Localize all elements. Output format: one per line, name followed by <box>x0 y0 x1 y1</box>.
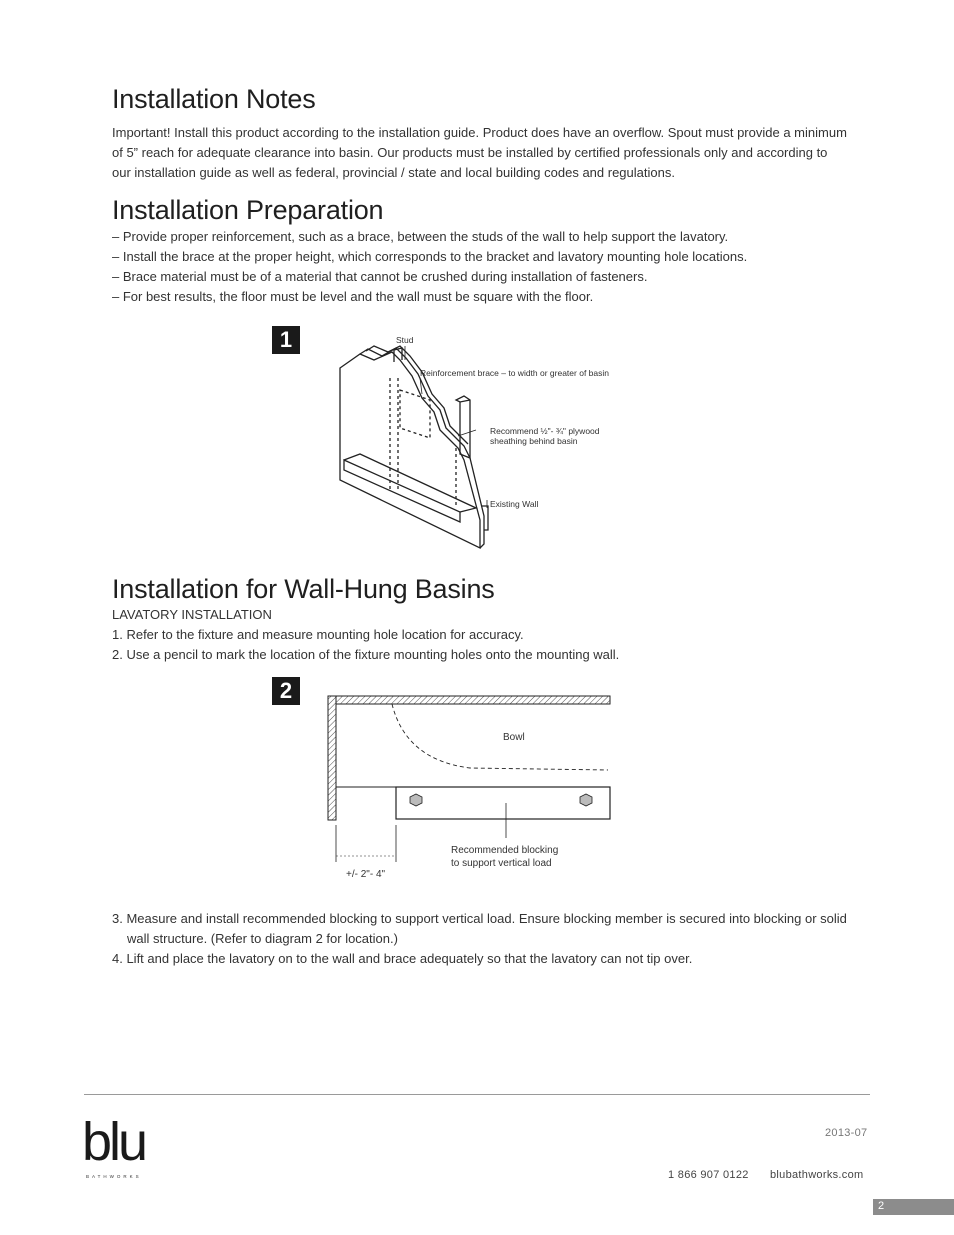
footer-divider <box>84 1094 870 1095</box>
blocking-diagram <box>320 690 620 885</box>
wallhung-step: 1. Refer to the fixture and measure mounting hole location for accuracy. <box>112 627 524 642</box>
notes-title: Installation Notes <box>112 84 316 114</box>
label-plywood-2: sheathing behind basin <box>490 436 578 446</box>
figure-2-badge: 2 <box>272 677 300 705</box>
label-existing-wall: Existing Wall <box>490 499 539 509</box>
label-blocking-2: to support vertical load <box>451 858 552 869</box>
preparation-item: – For best results, the floor must be level and the wall must be square with the floor. <box>112 289 594 304</box>
preparation-title: Installation Preparation <box>112 195 384 225</box>
blu-logo: blu <box>82 1112 146 1172</box>
preparation-item: – Install the brace at the proper height, which corresponds to the bracket and lavatory mounting hole locations. <box>112 249 748 264</box>
wallhung-step: 4. Lift and place the lavatory on to the wall and brace adequately so that the lavatory can not tip over. <box>112 951 693 966</box>
notes-body: Important! Install this product according to the installation guide. Product does have an overflow. Spout must provide a minimum of 5” reach for adequate clearance into basin. Our products must be installed by certified professionals only and according to our installation guide as well as federal, provincial / state and local building codes and regulations. <box>112 125 847 180</box>
document-date: 2013-07 <box>825 1127 868 1139</box>
label-blocking: Recommended blocking <box>451 845 559 856</box>
wallhung-title: Installation for Wall-Hung Basins <box>112 574 495 604</box>
wallhung-step: 2. Use a pencil to mark the location of the fixture mounting holes onto the mounting wall. <box>112 647 620 662</box>
preparation-item: – Brace material must be of a material that cannot be crushed during installation of fasteners. <box>112 269 648 284</box>
page-number-bar <box>873 1199 954 1215</box>
label-plywood: Recommend ½"- ¾" plywood <box>490 426 600 436</box>
wallhung-step: 3. Measure and install recommended blocking to support vertical load. Ensure blocking member is secured into blocking or solid wall structure. (Refer to diagram 2 for location.) <box>112 911 847 946</box>
label-offset: +/- 2"- 4" <box>346 869 386 880</box>
footer-website: blubathworks.com <box>770 1169 864 1181</box>
preparation-item: – Provide proper reinforcement, such as a brace, between the studs of the wall to help support the lavatory. <box>112 229 729 244</box>
blu-logo-sub: BATHWORKS <box>86 1174 142 1179</box>
figure-1-badge: 1 <box>272 326 300 354</box>
label-bowl: Bowl <box>503 732 525 743</box>
wallhung-subtitle: LAVATORY INSTALLATION <box>112 607 272 622</box>
wall-reinforcement-diagram <box>330 330 630 555</box>
label-stud: Stud <box>396 335 414 345</box>
page-number: 2 <box>878 1200 885 1212</box>
footer-phone: 1 866 907 0122 <box>668 1169 749 1181</box>
label-brace: Reinforcement brace – to width or greater of basin <box>420 368 609 378</box>
